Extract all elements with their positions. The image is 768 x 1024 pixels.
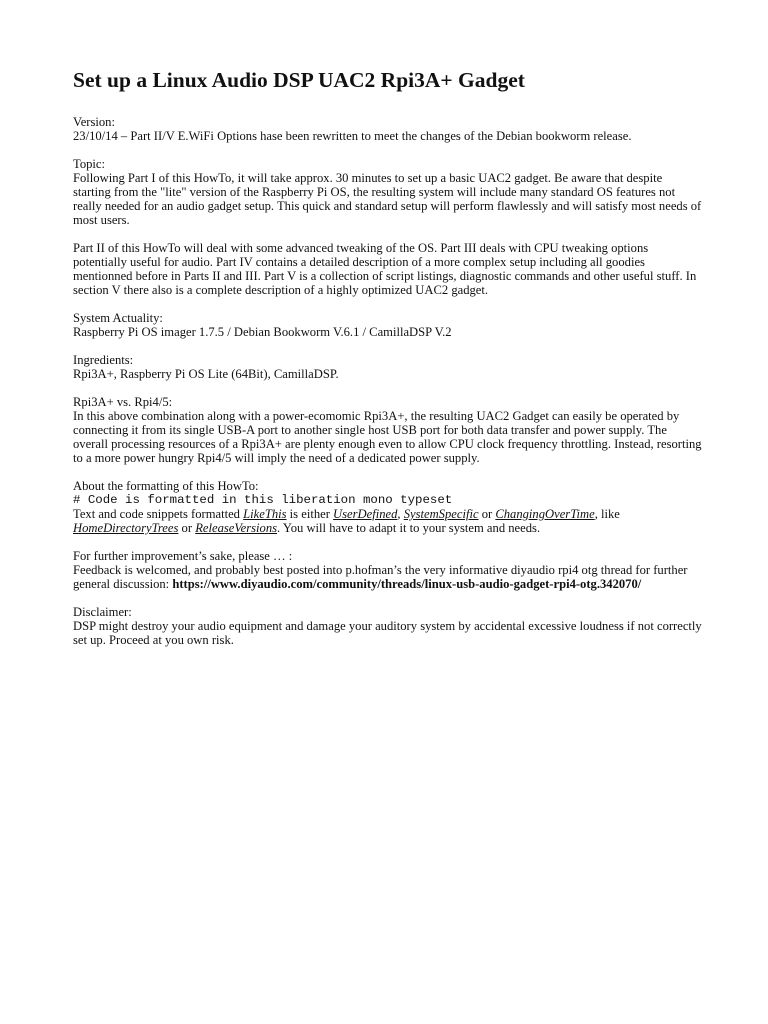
comparison-section [73, 395, 703, 465]
version-heading: Version: [73, 115, 115, 129]
document-page [73, 66, 703, 661]
version-section [73, 115, 703, 143]
disclaimer-text: DSP might destroy your audio equipment and damage your auditory system by accidental excessive loudness if not correctly set up. Proceed at you own risk. [73, 619, 702, 647]
system-section [73, 311, 703, 339]
link-userdefined[interactable]: UserDefined [333, 507, 398, 521]
topic-paragraph-2: Part II of this HowTo will deal with some advanced tweaking of the OS. Part III deals with CPU tweaking options potentially useful for audio. Part IV contains a detailed description of a more complex setup including all goodies mentionned before in Parts II and III. Part V is a collection of script listings, diagnostic commands and other useful stuff. In section V there also is a complete description of a highly optimized UAC2 gadget. [73, 241, 697, 297]
system-heading: System Actuality: [73, 311, 163, 325]
topic-heading: Topic: [73, 157, 105, 171]
formatting-description [73, 507, 703, 535]
system-text: Raspberry Pi OS imager 1.7.5 / Debian Bookworm V.6.1 / CamillaDSP V.2 [73, 325, 452, 339]
diyaudio-thread-link[interactable]: https://www.diyaudio.com/community/threads/linux-usb-audio-gadget-rpi4-otg.342070/ [172, 577, 642, 591]
formatting-section [73, 479, 703, 535]
disclaimer-section [73, 605, 703, 647]
formatting-text-1: Text and code snippets formatted [73, 507, 244, 521]
formatting-text-4: or [478, 507, 496, 521]
link-homedirectorytrees[interactable]: HomeDirectoryTrees [73, 521, 179, 535]
feedback-section [73, 549, 703, 591]
document-title: Set up a Linux Audio DSP UAC2 Rpi3A+ Gadget [73, 68, 525, 92]
ingredients-section [73, 353, 703, 381]
topic-section [73, 157, 703, 227]
formatting-heading: About the formatting of this HowTo: [73, 479, 259, 493]
formatting-text-2: is either [286, 507, 334, 521]
link-systemspecific[interactable]: SystemSpecific [403, 507, 479, 521]
formatting-text-5: , like [594, 507, 620, 521]
comparison-heading: Rpi3A+ vs. Rpi4/5: [73, 395, 173, 409]
feedback-heading: For further improvement’s sake, please … : [73, 549, 293, 563]
version-text: 23/10/14 – Part II/V E.WiFi Options hase been rewritten to meet the changes of the Debian bookworm release. [73, 129, 632, 143]
comparison-text: In this above combination along with a power-ecomomic Rpi3A+, the resulting UAC2 Gadget can easily be operated by connecting it from its single USB-A port to another single host USB port for both data transfer and power supply. The overall processing resources of a Rpi3A+ are plenty enough even to allow CPU clock frequency throttling. Instead, resorting to a more power hungry Rpi4/5 will imply the need of a dedicated power supply. [73, 409, 702, 465]
topic-section-parts [73, 241, 703, 297]
formatting-text-6: or [178, 521, 196, 535]
feedback-text: Feedback is welcomed, and probably best posted into p.hofman’s the very informative diyaudio rpi4 otg thread for further general discussion: [73, 563, 688, 591]
formatting-text-3: , [397, 507, 404, 521]
link-likethis[interactable]: LikeThis [243, 507, 287, 521]
feedback-paragraph [73, 563, 703, 591]
link-releaseversions[interactable]: ReleaseVersions [195, 521, 278, 535]
code-sample-line: # Code is formatted in this liberation mono typeset [73, 493, 453, 507]
ingredients-heading: Ingredients: [73, 353, 134, 367]
link-changingovertime[interactable]: ChangingOverTime [495, 507, 595, 521]
formatting-text-7: . You will have to adapt it to your system and needs. [277, 521, 541, 535]
ingredients-text: Rpi3A+, Raspberry Pi OS Lite (64Bit), CamillaDSP. [73, 367, 339, 381]
topic-paragraph-1: Following Part I of this HowTo, it will take approx. 30 minutes to set up a basic UAC2 gadget. Be aware that despite starting from the "lite" version of the Raspberry Pi OS, the resulting system will include many standard OS features not really needed for an audio gadget setup. This quick and standard setup will perform flawlessly and will satisfy most needs of most users. [73, 171, 702, 227]
disclaimer-heading: Disclaimer: [73, 605, 132, 619]
